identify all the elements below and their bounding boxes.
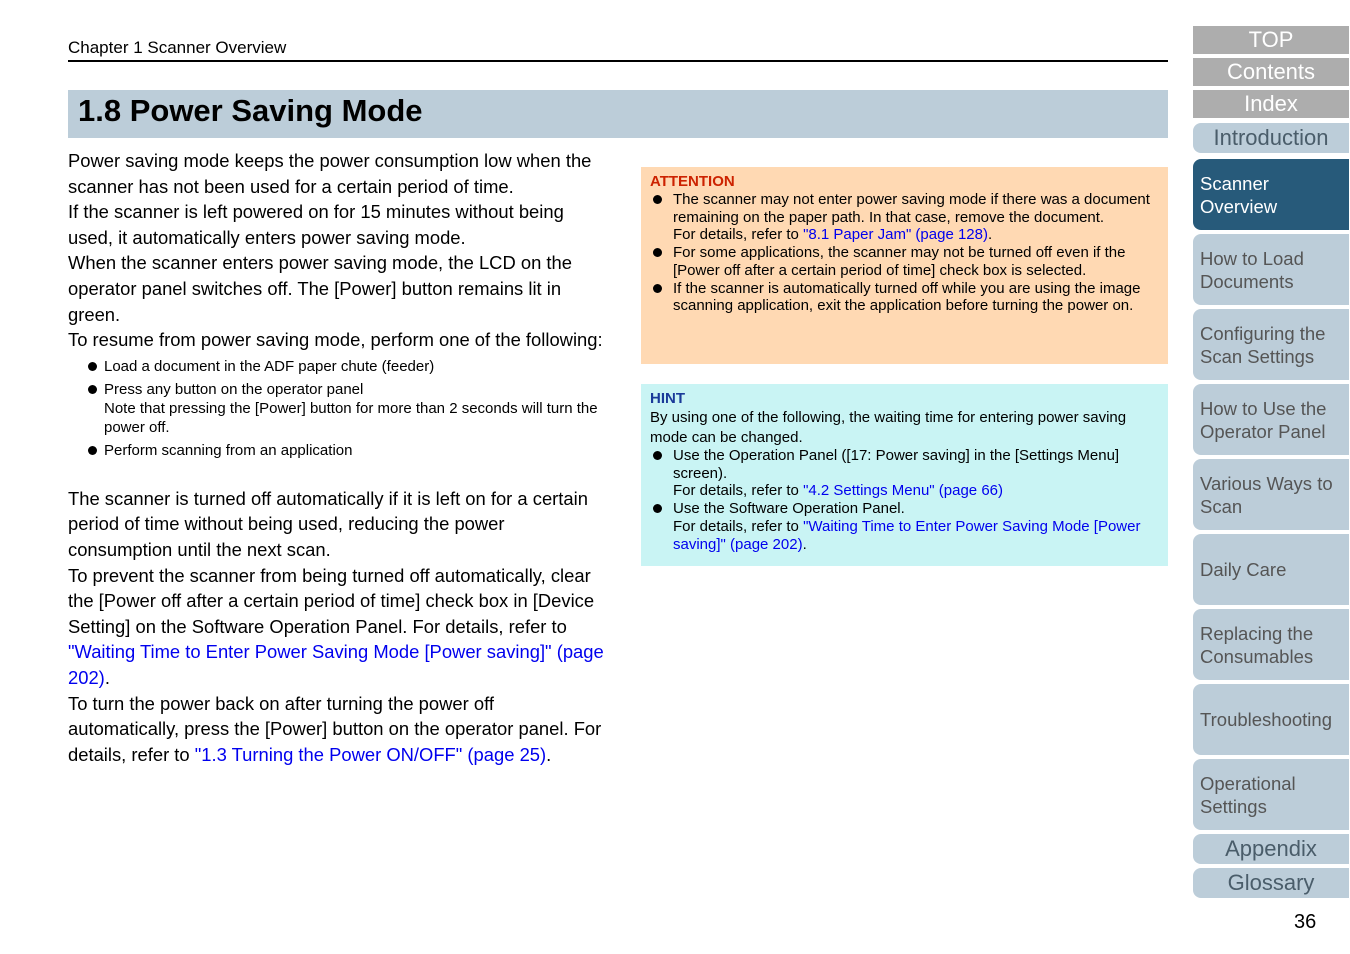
nav-chapter-daily-care[interactable]: Daily Care [1193,534,1349,605]
nav-chapter-ways-to-scan[interactable]: Various Ways to Scan [1193,459,1349,530]
chapter-header: Chapter 1 Scanner Overview [68,38,287,57]
nav-contents-button[interactable]: Contents [1193,58,1349,86]
nav-chapter-operational-settings[interactable]: Operational Settings [1193,759,1349,830]
paragraph-7: To turn the power back on after turning the power off automatically, press the [Power] button on the operator panel. For details, refer to "1.3 Turning the Power ON/OFF" (page 25). [68,692,602,765]
attention-box [641,167,1168,364]
paragraph-2: If the scanner is left powered on for 15 minutes without being used, it automatically enters power saving mode. [68,201,564,248]
hint-title: HINT [650,390,685,407]
list-item: For some applications, the scanner may not be turned off even if the [Power off after a certain period of time] check box is selected. [650,244,1158,279]
list-item: Use the Operation Panel ([17: Power saving] in the [Settings Menu] screen). For details, refer to "4.2 Settings Menu" (page 66) [650,447,1158,500]
list-item: The scanner may not enter power saving mode if there was a document remaining on the paper path. In that case, remove the document. For details, refer to "8.1 Paper Jam" (page 128). [650,191,1158,244]
nav-chapter-troubleshooting[interactable]: Troubleshooting [1193,684,1349,755]
hint-list [650,447,1158,553]
paragraph-4: To resume from power saving mode, perform one of the following: [68,329,603,351]
paragraph-3: When the scanner enters power saving mode, the LCD on the operator panel switches off. The [Power] button remains lit in green. [68,252,572,325]
nav-glossary[interactable]: Glossary [1193,868,1349,898]
paragraph-1: Power saving mode keeps the power consumption low when the scanner has not been used for a certain period of time. [68,150,592,197]
nav-introduction[interactable]: Introduction [1193,123,1349,153]
page-title: 1.8 Power Saving Mode [78,93,423,128]
list-item: If the scanner is automatically turned off while you are using the image scanning application, exit the application before turning the power on. [650,280,1158,315]
waiting-time-hint-link[interactable]: "Waiting Time to Enter Power Saving Mode [Power saving]" (page 202) [673,517,1141,553]
hint-intro: By using one of the following, the waiting time for entering power saving mode can be changed. [650,409,1127,446]
nav-top-button[interactable]: TOP [1193,26,1349,54]
attention-title: ATTENTION [650,173,735,190]
list-item: Load a document in the ADF paper chute (feeder) [86,357,608,376]
nav-appendix[interactable]: Appendix [1193,834,1349,864]
main-text [68,148,608,767]
power-on-off-link[interactable]: "1.3 Turning the Power ON/OFF" (page 25) [194,743,547,765]
nav-chapter-scan-settings[interactable]: Configuring the Scan Settings [1193,309,1349,380]
attention-list [650,191,1158,315]
waiting-time-link[interactable]: "Waiting Time to Enter Power Saving Mode [Power saving]" (page 202) [68,641,604,688]
header-rule [68,60,1168,62]
list-item-note: Note that pressing the [Power] button for more than 2 seconds will turn the power off. [104,399,598,436]
list-item: Perform scanning from an application [86,441,608,460]
settings-menu-link[interactable]: "4.2 Settings Menu" (page 66) [803,482,1003,500]
list-item: Use the Software Operation Panel. For details, refer to "Waiting Time to Enter Power Saving Mode [Power saving]" (page 202). [650,500,1158,553]
hint-box [641,384,1168,566]
nav-chapter-consumables[interactable]: Replacing the Consumables [1193,609,1349,680]
nav-chapter-scanner-overview[interactable]: Scanner Overview [1193,159,1349,230]
paragraph-5: The scanner is turned off automatically if it is left on for a certain period of time without being used, reducing the power consumption until the next scan. [68,487,588,560]
resume-list [68,357,608,460]
list-item: Press any button on the operator panel Note that pressing the [Power] button for more than 2 seconds will turn the power off. [86,380,608,437]
nav-chapter-load-documents[interactable]: How to Load Documents [1193,234,1349,305]
title-bar [68,90,1168,138]
nav-chapter-operator-panel[interactable]: How to Use the Operator Panel [1193,384,1349,455]
page-number: 36 [1294,911,1317,933]
paper-jam-link[interactable]: "8.1 Paper Jam" (page 128) [803,226,988,244]
nav-index-button[interactable]: Index [1193,90,1349,118]
paragraph-6: To prevent the scanner from being turned off automatically, clear the [Power off after a certain period of time] check box in [Device Setting] on the Software Operation Panel. For details, refer to "Waiting Time to Enter Power Saving Mode [Power saving]" (page 202). [68,564,604,688]
